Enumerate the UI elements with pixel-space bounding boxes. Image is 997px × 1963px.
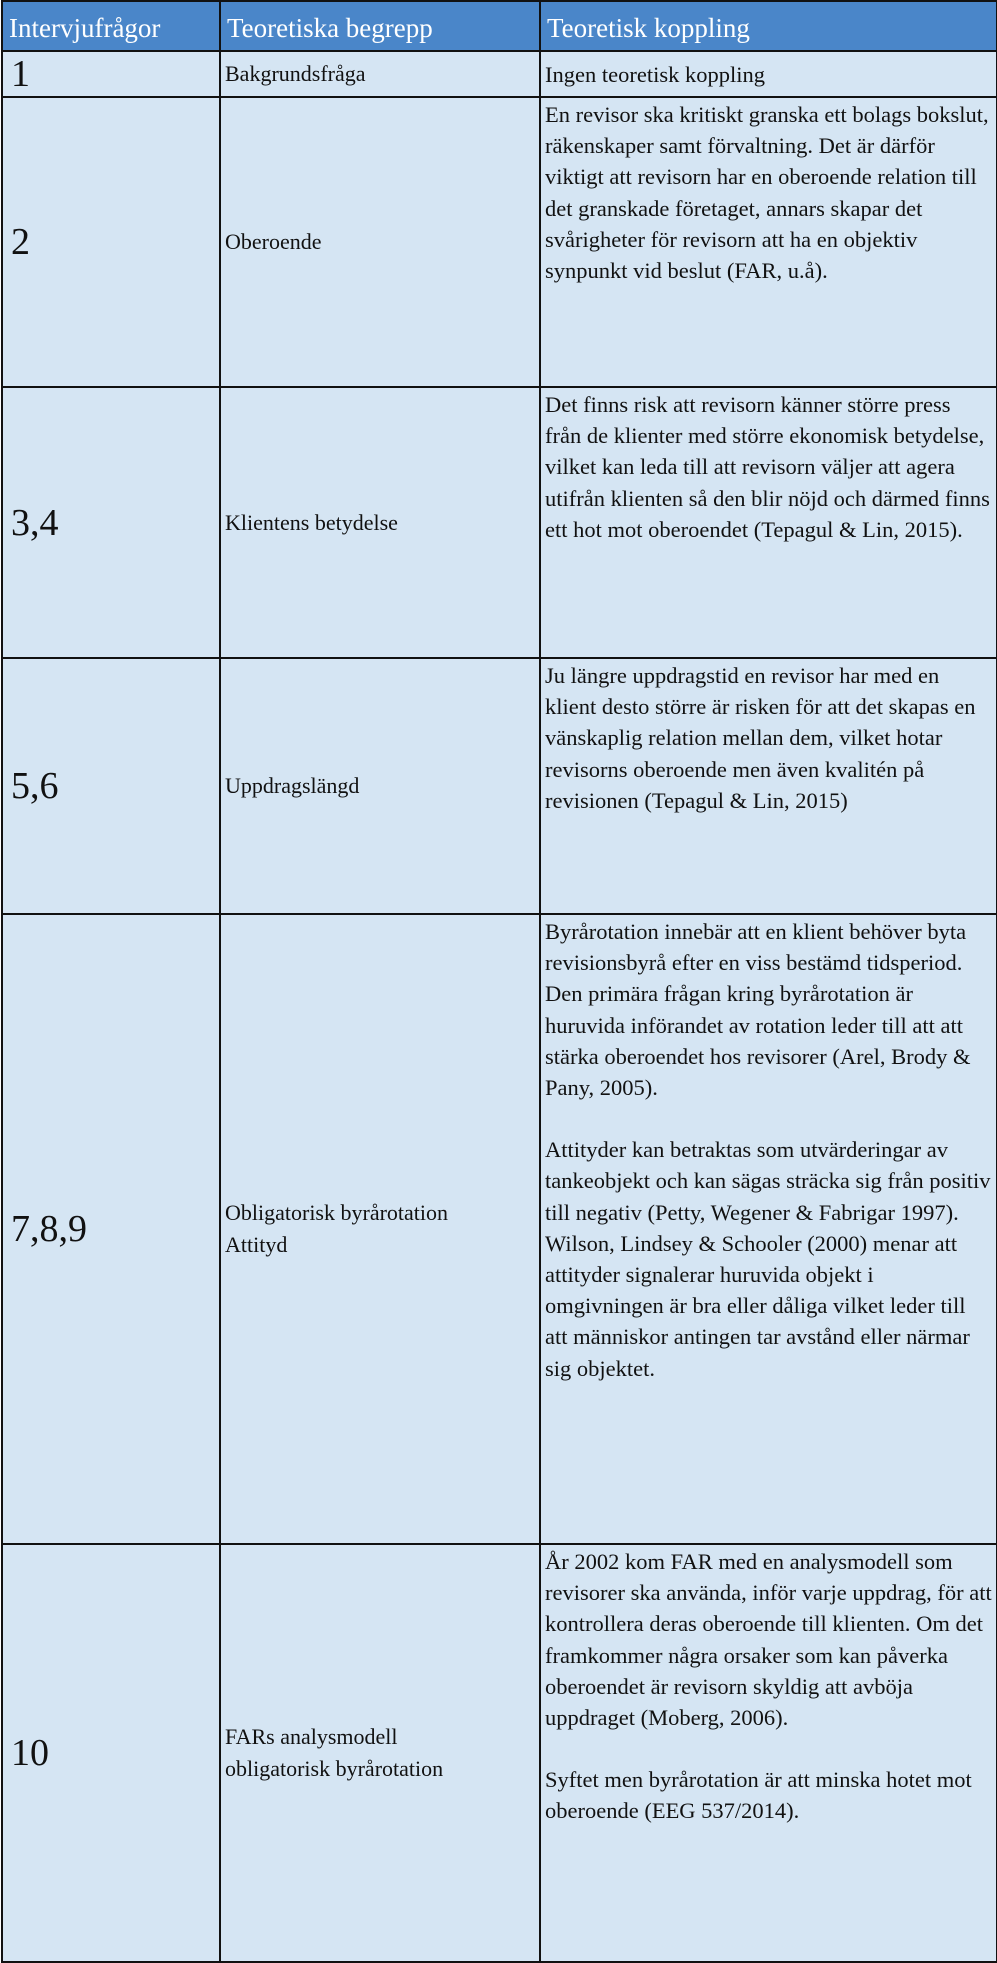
- theory-paragraph: Byrårotation innebär att en klient behöver byta revisionsbyrå efter en viss bestämd tidsperiod. Den primära frågan kring byrårotation är huruvida införandet av rotation leder till att att stärka oberoendet hos revisorer (Arel, Brody & Pany, 2005).: [545, 919, 971, 1101]
- theory-cell: [540, 1544, 997, 1962]
- table-row: [2, 658, 997, 914]
- header-connection: Teoretisk koppling: [540, 1, 997, 51]
- theory-paragraph: Syftet men byrårotation är att minska hotet mot oberoende (EEG 537/2014).: [545, 1767, 972, 1824]
- theory-paragraph: En revisor ska kritiskt granska ett bolags bokslut, räkenskaper samt förvaltning. Det är därför viktigt att revisorn har en oberoende relation till det granskade företaget, annars skapar det svårigheter för revisorn att ha en objektiv synpunkt vid beslut (FAR, u.å).: [545, 102, 989, 284]
- concept-label: FARs analysmodell: [225, 1724, 398, 1749]
- concept-cell: [220, 97, 540, 387]
- header-concepts: Teoretiska begrepp: [220, 1, 540, 51]
- concept-label: Attityd: [225, 1232, 288, 1257]
- theory-paragraph: Ingen teoretisk koppling: [545, 61, 765, 87]
- question-numbers: 1: [2, 51, 220, 97]
- theory-cell: [540, 387, 997, 658]
- table-row: [2, 1544, 997, 1962]
- theory-cell: [540, 97, 997, 387]
- question-numbers: 10: [2, 1544, 220, 1962]
- concept-label: Klientens betydelse: [225, 509, 398, 535]
- theory-cell: [540, 51, 997, 97]
- concept-label: Obligatorisk byrårotation: [225, 1200, 449, 1225]
- interview-theory-table: [1, 0, 997, 1963]
- header-questions: Intervjufrågor: [2, 1, 220, 51]
- concept-label: Oberoende: [225, 229, 322, 254]
- concept-cell: [220, 51, 540, 97]
- question-numbers: 2: [2, 97, 220, 387]
- concept-label: obligatorisk byrårotation: [225, 1756, 444, 1781]
- theory-paragraph: Det finns risk att revisorn känner större press från de klienter med större ekonomisk betydelse, vilket kan leda till att revisorn väljer att agera utifrån klienten så den blir nöjd och därmed finns ett hot mot oberoendet (Tepagul & Lin, 2015).: [545, 392, 990, 542]
- concept-label: Uppdragslängd: [225, 773, 360, 798]
- table-row: [2, 387, 997, 658]
- theory-cell: [540, 658, 997, 914]
- table-row: [2, 97, 997, 387]
- theory-paragraph: Attityder kan betraktas som utvärderingar av tankeobjekt och kan sägas sträcka sig från positiv till negativ (Petty, Wegener & Fabrigar 1997). Wilson, Lindsey & Schooler (2000) menar att attityder signalerar huruvida objekt i omgivningen är bra eller dåliga vilket leder till att människor antingen tar avstånd eller närmar sig objektet.: [545, 1137, 991, 1381]
- table-row: [2, 51, 997, 97]
- question-numbers: 3,4: [2, 387, 220, 658]
- header-row: [2, 1, 997, 51]
- concept-cell: [220, 1544, 540, 1962]
- theory-paragraph: År 2002 kom FAR med en analysmodell som revisorer ska använda, inför varje uppdrag, för att kontrollera deras oberoende till klienten. Om det framkommer några orsaker som kan påverka oberoendet är revisorn skyldig att avböja uppdraget (Moberg, 2006).: [545, 1549, 992, 1731]
- question-numbers: 7,8,9: [2, 914, 220, 1544]
- concept-cell: [220, 387, 540, 658]
- theory-cell: [540, 914, 997, 1544]
- concept-label: Bakgrundsfråga: [225, 61, 366, 86]
- concept-cell: [220, 658, 540, 914]
- theory-paragraph: Ju längre uppdragstid en revisor har med en klient desto större är risken för att det skapas en vänskaplig relation mellan dem, vilket hotar revisorns oberoende men även kvalitén på revisionen (Tepagul & Lin, 2015): [545, 663, 976, 813]
- table-row: [2, 914, 997, 1544]
- concept-cell: [220, 914, 540, 1544]
- question-numbers: 5,6: [2, 658, 220, 914]
